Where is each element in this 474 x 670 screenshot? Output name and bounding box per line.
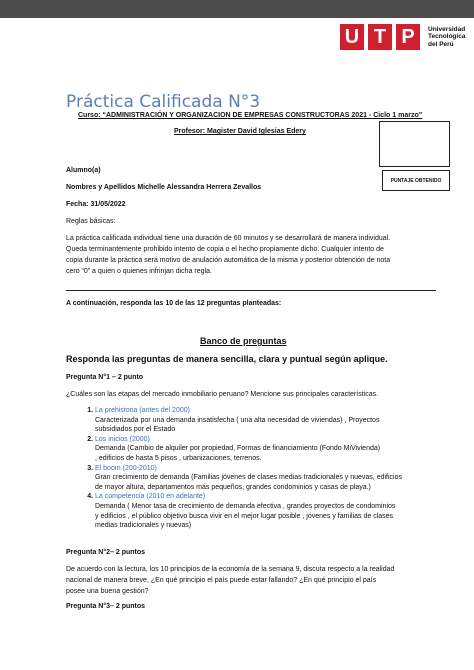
logo-text-line: Tecnológica	[428, 33, 466, 41]
stage-detail: Demanda ( Menor tasa de crecimiento de demanda efectiva , grandes proyectos de condominios	[95, 502, 396, 510]
rules-paragraph	[66, 233, 436, 277]
exam-date: Fecha: 31/05/2022	[66, 201, 126, 208]
stage-detail: Gran crecimiento de demanda (Familias jóvenes de clases medias tradicionales y nuevas, edificios	[95, 474, 402, 482]
list-item	[95, 406, 435, 435]
logo-letter-t: T	[368, 24, 392, 50]
rules-line: Queda terminantemente prohibido intento de copia o el hecho propiamente dicho. Cualquier intento de	[66, 246, 384, 253]
course-line: Curso: “ADMINISTRACIÓN Y ORGANIZACION DE EMPRESAS CONSTRUCTORAS 2021 - Ciclo 1 marzo”	[78, 112, 423, 119]
student-label: Alumno(a)	[66, 167, 101, 174]
question-1-title: Pregunta N°1 – 2 punto	[66, 374, 144, 381]
rules-label: Reglas básicas:	[66, 218, 116, 225]
logo-letter-u: U	[340, 24, 364, 50]
logo-text	[428, 26, 465, 49]
stage-detail: y edificios , el público objetivo busca vivir en el mejor lugar posible , jóvenes y familias de clases	[95, 512, 394, 520]
stage-title: La competencia (2010 en adelante)	[95, 493, 206, 501]
page-title: Práctica Calificada N°3	[66, 92, 261, 112]
rules-line: La práctica calificada individual tiene una duración de 60 minutos y se desarrollará de manera individual.	[66, 235, 391, 242]
divider	[66, 290, 436, 291]
list-item	[95, 492, 435, 530]
question-2-title: Pregunta N°2– 2 puntos	[66, 549, 146, 556]
logo-letter-p: P	[396, 24, 420, 50]
stage-detail: medias tradicionales y nuevas)	[95, 522, 192, 530]
top-bar	[0, 0, 474, 18]
professor-line: Profesor: Magister David Iglesias Edery	[174, 128, 306, 135]
list-item	[95, 435, 435, 464]
stage-detail: Demanda (Cambio de alquiler por propiedad, Formas de financiamiento (Fondo MiVivienda)	[95, 445, 381, 453]
student-name: Nombres y Apellidos Michelle Alessandra Herrera Zevallos	[66, 184, 262, 191]
stage-title: La prehistoria (antes del 2000)	[95, 407, 190, 414]
question-3-title: Pregunta N°3– 2 puntos	[66, 603, 146, 610]
stage-title: Los inicios (2000)	[95, 435, 150, 443]
utp-logo	[340, 24, 465, 50]
logo-text-line: Universidad	[428, 25, 466, 33]
question-line: De acuerdo con la lectura, los 10 principios de la economía de la semana 9, discuta respecto a la realidad	[66, 566, 395, 573]
question-1-text: ¿Cuáles son las etapas del mercado inmobiliario peruano? Mencione sus principales características.	[66, 391, 379, 398]
list-item	[95, 464, 435, 493]
stage-detail: Caracterizada por una demanda insatisfecha ( una alta necesidad de viviendas) , Proyectos	[95, 416, 380, 424]
question-line: nacional de manera breve, ¿En qué principio el país puede estar fallando? ¿En qué principio el país	[66, 577, 377, 584]
stages-list	[66, 406, 435, 531]
photo-box	[379, 121, 450, 167]
stage-detail: , edificios de hasta 5 pisos , urbanizaciones, terrenos.	[95, 454, 262, 462]
rules-line: copia durante la práctica será motivo de anulación automática de la misma y posterior obtención de nota	[66, 257, 391, 264]
section-subtitle: Responda las preguntas de manera sencilla, clara y puntual según aplique.	[66, 354, 388, 364]
stage-title: El boom (200-2010)	[95, 464, 157, 472]
logo-text-line: del Perú	[428, 40, 454, 48]
rules-line: cero “0” a quien o quienes infrinjan dicha regla.	[66, 268, 212, 275]
instruction: A continuación, responda las 10 de las 12 preguntas planteadas:	[66, 300, 282, 307]
section-title: Banco de preguntas	[200, 336, 287, 346]
question-line: posee una buena gestión?	[66, 588, 149, 595]
score-box: PUNTAJE OBTENIDO	[382, 170, 450, 191]
question-2-text	[66, 564, 436, 597]
stage-detail: subsidiados por el Estado	[95, 426, 176, 434]
stage-detail: de mayor altura, departamentos más pequeños, grandes condominios y casas de playa.)	[95, 483, 371, 491]
